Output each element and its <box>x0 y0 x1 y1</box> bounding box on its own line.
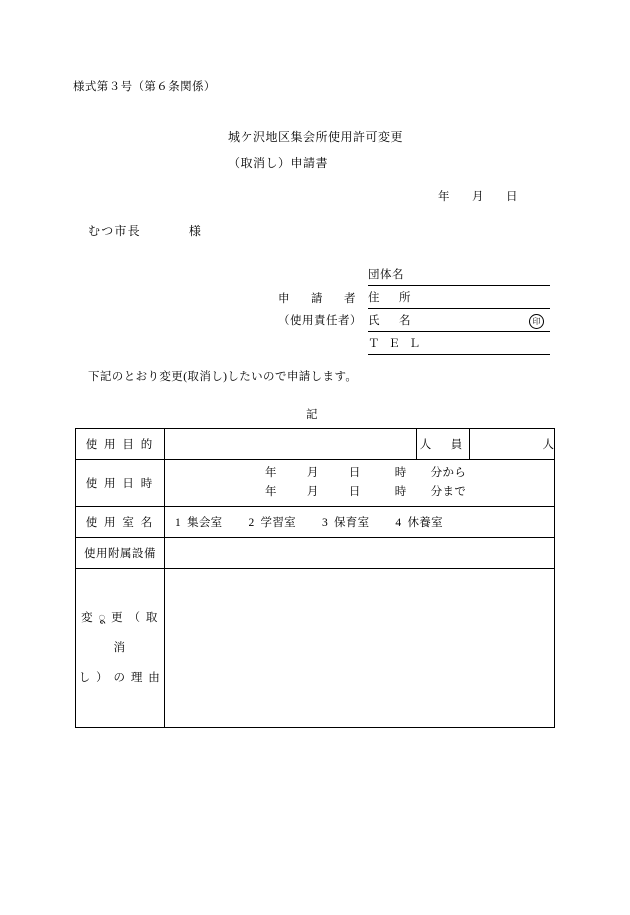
dt2-day: 日 <box>348 486 361 498</box>
people-label: 人 員 <box>417 429 470 460</box>
table-row-purpose <box>76 429 555 460</box>
reason-label <box>76 569 165 728</box>
room-option-2-num: 2 <box>248 517 255 529</box>
room-option-4-name: 休養室 <box>407 517 443 529</box>
room-label: 使 用 室 名 <box>76 507 165 538</box>
dt1-minute: 分から <box>430 467 467 479</box>
datetime-line-2 <box>265 483 554 502</box>
room-option-1[interactable] <box>175 514 222 530</box>
table-row-equipment <box>76 538 555 569</box>
ki-marker: 記 <box>306 409 318 421</box>
field-address[interactable] <box>368 286 550 309</box>
room-option-4-num: 4 <box>395 517 402 529</box>
room-option-2[interactable] <box>248 514 295 530</box>
seal-icon: 印 <box>529 314 544 329</box>
dt1-year: 年 <box>265 467 277 479</box>
field-tel[interactable] <box>368 332 550 355</box>
people-unit: 人 <box>542 439 554 451</box>
purpose-label: 使 用 目 的 <box>76 429 165 460</box>
reason-value[interactable] <box>165 569 555 728</box>
addressee-name: むつ市長 <box>88 224 141 238</box>
room-option-3-num: 3 <box>321 517 328 529</box>
room-options[interactable] <box>165 507 555 538</box>
datetime-value[interactable] <box>165 460 555 507</box>
applicant-label-line-2: （使用責任者） <box>278 315 362 327</box>
room-option-1-num: 1 <box>175 517 182 529</box>
date-line <box>438 188 518 204</box>
field-name[interactable] <box>368 309 550 332</box>
addressee <box>88 222 201 239</box>
field-organization-label: 団体名 <box>368 269 404 281</box>
purpose-value[interactable] <box>165 429 417 460</box>
reason-label-line-2: し ） の 理 由 <box>78 672 162 684</box>
room-option-1-name: 集会室 <box>187 517 223 529</box>
dt1-hour: 時 <box>394 467 407 479</box>
people-value[interactable] <box>470 429 555 460</box>
datetime-label: 使 用 日 時 <box>76 460 165 507</box>
applicant-label-line-1: 申 請 者 <box>278 293 361 305</box>
dt2-year: 年 <box>265 486 277 498</box>
datetime-line-1 <box>265 464 554 483</box>
field-tel-label: Ｔ Ｅ Ｌ <box>368 338 424 350</box>
title-line-2: （取消し）申請書 <box>228 156 329 170</box>
title-line-1: 城ケ沢地区集会所使用許可変更 <box>228 130 404 144</box>
dt1-day: 日 <box>348 467 361 479</box>
reason-label-line-1: 変 ू 更 （ 取 消 <box>81 612 159 654</box>
field-address-label: 住 所 <box>368 292 415 304</box>
form-number: 様式第３号（第６条関係） <box>73 81 216 93</box>
application-table <box>75 428 555 728</box>
dt2-month: 月 <box>306 486 319 498</box>
dt1-month: 月 <box>306 467 319 479</box>
room-option-4[interactable] <box>395 514 442 530</box>
dt2-minute: 分まで <box>430 486 467 498</box>
document-title <box>228 124 403 176</box>
dt2-hour: 時 <box>394 486 407 498</box>
applicant-fields <box>368 263 550 355</box>
equipment-label: 使用附属設備 <box>76 538 165 569</box>
statement-text: 下記のとおり変更(取消し)したいので申請します。 <box>88 371 358 383</box>
table-row-room <box>76 507 555 538</box>
field-organization[interactable] <box>368 263 550 286</box>
room-option-3[interactable] <box>322 514 369 530</box>
addressee-honorific: 様 <box>188 224 201 238</box>
field-name-label: 氏 名 <box>368 315 415 327</box>
applicant-label <box>278 288 362 332</box>
room-option-2-name: 学習室 <box>260 517 296 529</box>
date-year: 年 <box>438 191 450 203</box>
room-option-3-name: 保育室 <box>334 517 370 529</box>
equipment-value[interactable] <box>165 538 555 569</box>
table-row-reason <box>76 569 555 728</box>
date-day: 日 <box>506 191 518 203</box>
table-row-datetime <box>76 460 555 507</box>
date-month: 月 <box>472 191 484 203</box>
